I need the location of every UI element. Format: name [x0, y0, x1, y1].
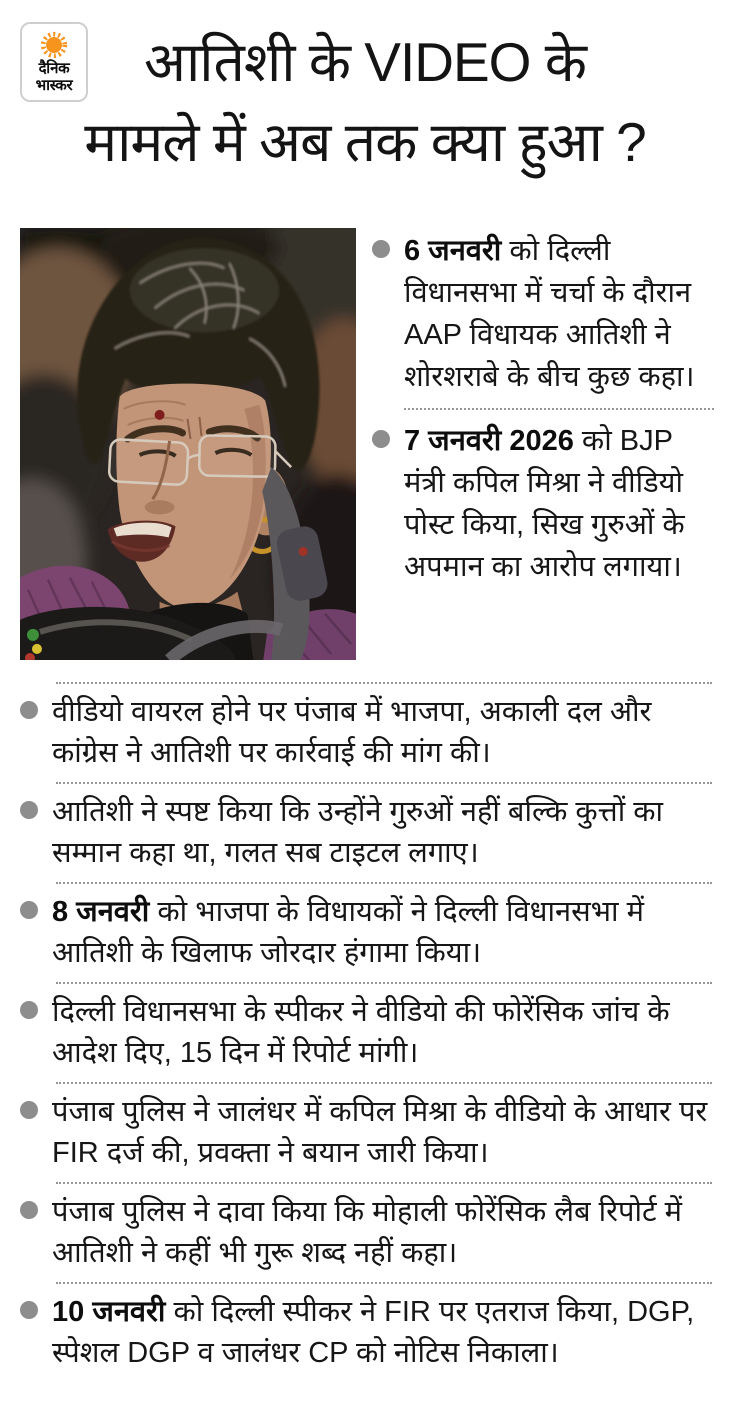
bullet-text-bold: 8 जनवरी: [52, 896, 150, 928]
bullet-text-bold: 10 जनवरी: [52, 1296, 166, 1328]
page-title: [0, 22, 730, 182]
page-title-line2: मामले में अब तक क्या हुआ ?: [84, 111, 646, 173]
bullet-text-rest: वीडियो वायरल होने पर पंजाब में भाजपा, अकाली दल और कांग्रेस ने आतिशी पर कार्रवाई की मांग की।: [52, 696, 652, 769]
page-title-line1: आतिशी के VIDEO के: [144, 31, 586, 93]
bullet-text: [52, 692, 712, 774]
bullet-dot-icon: [20, 701, 38, 719]
bullet-text: [52, 1292, 712, 1374]
bullet-text-rest: को दिल्ली विधानसभा में चर्चा के दौरान AAP विधायक आतिशी ने शोरशराबे के बीच कुछ कहा।: [404, 235, 695, 393]
list-item: [20, 1284, 712, 1382]
list-item: [20, 1184, 712, 1282]
bullet-dot-icon: [20, 901, 38, 919]
brand-name-line2: भास्कर: [35, 77, 73, 94]
list-item: [20, 784, 712, 882]
bullet-text-rest: पंजाब पुलिस ने दावा किया कि मोहाली फोरेंसिक लैब रिपोर्ट में आतिशी ने कहीं भी गुरू शब्द नहीं कहा।: [52, 1196, 683, 1269]
photo-section: [0, 228, 730, 660]
bullet-dot-icon: [20, 801, 38, 819]
list-item: [20, 984, 712, 1082]
list-item: [372, 420, 714, 588]
list-item: [20, 684, 712, 782]
bullet-dot-icon: [20, 1101, 38, 1119]
bullet-text-rest: आतिशी ने स्पष्ट किया कि उन्होंने गुरुओं नहीं बल्कि कुत्तों का सम्मान कहा था, गलत सब टाइटल लगाए।: [52, 796, 664, 869]
bullet-text: [52, 1192, 712, 1274]
bullet-text: [52, 892, 712, 974]
bullet-text-rest: को भाजपा के विधायकों ने दिल्ली विधानसभा में आतिशी के खिलाफ जोरदार हंगामा किया।: [52, 896, 644, 969]
dotted-separator: [404, 408, 714, 410]
bullet-text: [52, 992, 712, 1074]
bullet-text-rest: दिल्ली विधानसभा के स्पीकर ने वीडियो की फोरेंसिक जांच के आदेश दिए, 15 दिन में रिपोर्ट मांगी।: [52, 996, 670, 1069]
bullet-dot-icon: [20, 1301, 38, 1319]
bullet-text: [404, 420, 714, 588]
bullet-dot-icon: [372, 430, 390, 448]
photo-side-bullets: [372, 230, 714, 588]
bullet-text-rest: को BJP मंत्री कपिल मिश्रा ने वीडियो पोस्ट किया, सिख गुरुओं के अपमान का आरोप लगाया।: [404, 425, 685, 583]
bullet-text-bold: 6 जनवरी: [404, 235, 502, 267]
bullet-text: [52, 792, 712, 874]
list-item: [20, 884, 712, 982]
atishi-photo: [20, 228, 356, 660]
bullet-dot-icon: [20, 1201, 38, 1219]
list-item: [372, 230, 714, 398]
bullet-text-rest: पंजाब पुलिस ने जालंधर में कपिल मिश्रा के वीडियो के आधार पर FIR दर्ज की, प्रवक्ता ने बयान जारी किया।: [52, 1096, 708, 1169]
bullet-text: [404, 230, 714, 398]
list-item: [20, 1084, 712, 1182]
timeline-section: [0, 682, 730, 1382]
bullet-text-rest: को दिल्ली स्पीकर ने FIR पर एतराज किया, DGP, स्पेशल DGP व जालंधर CP को नोटिस निकाला।: [52, 1296, 695, 1369]
brand-name-line1: दैनिक: [38, 60, 70, 77]
header: [0, 0, 730, 182]
bullet-dot-icon: [372, 240, 390, 258]
bullet-dot-icon: [20, 1001, 38, 1019]
bullet-text: [52, 1092, 712, 1174]
bullet-text-bold: 7 जनवरी 2026: [404, 425, 574, 457]
dainik-bhaskar-logo: [20, 22, 88, 102]
atishi-photo-illustration: [20, 228, 356, 660]
sun-icon: [39, 30, 69, 60]
